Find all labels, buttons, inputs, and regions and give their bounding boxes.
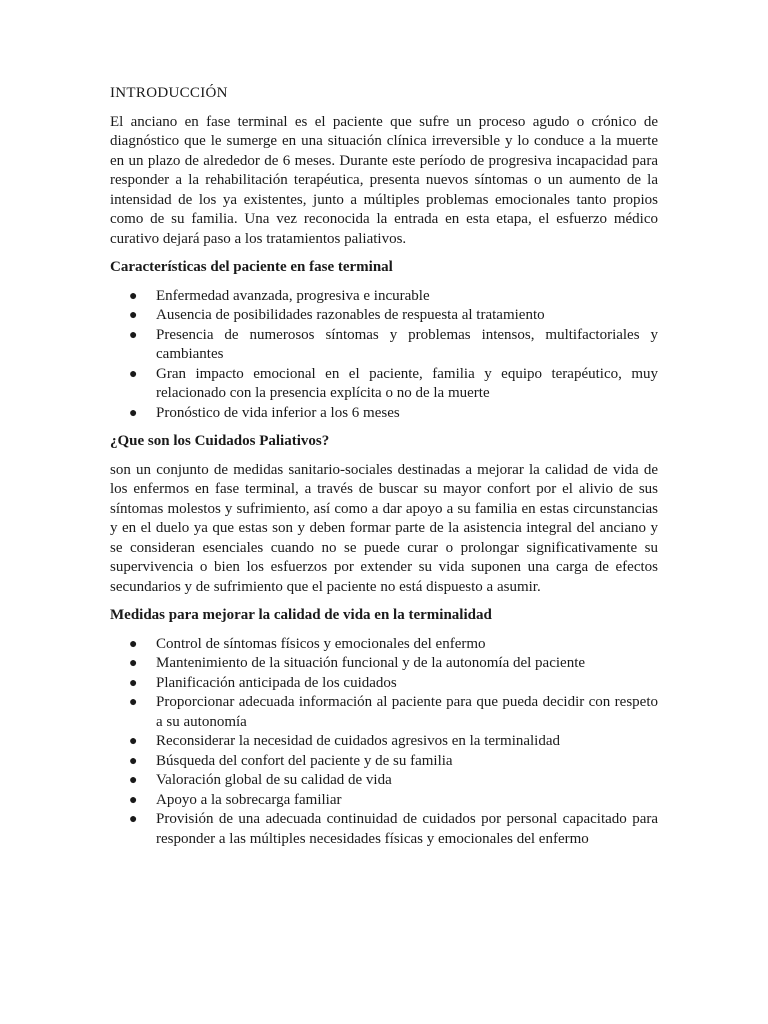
list-item <box>110 326 658 365</box>
bullet-icon: ● <box>129 753 138 769</box>
list-item <box>110 810 658 849</box>
list-item <box>110 635 658 655</box>
list-item <box>110 365 658 404</box>
list-item-text: Reconsiderar la necesidad de cuidados agresivos en la terminalidad <box>156 733 561 749</box>
list-item-text: Enfermedad avanzada, progresiva e incurable <box>156 287 430 304</box>
bullet-icon: ● <box>129 773 138 788</box>
list-item <box>110 654 658 674</box>
bullet-icon: ● <box>129 288 138 304</box>
list-item <box>110 791 658 811</box>
bullet-icon: ● <box>129 695 138 710</box>
list-item-text: Control de síntomas físicos y emocionales del enfermo <box>156 635 486 652</box>
intro-paragraph: El anciano en fase terminal es el paciente que sufre un proceso agudo o crónico de diagnóstico que le sumerge en una situación clínica irreversible y lo conduce a la muerte en un plazo de alrededor de 6 meses. Durante este período de progresiva incapacidad para responder a la rehabilitación terapéutica, presenta nuevos síntomas o un aumento de la intensidad de los ya existentes, junto a múltiples problemas emocionales tanto propios como de su familia. Una vez reconocida la entrada en esta etapa, el esfuerzo médico curativo dejará paso a los tratamientos paliativos. <box>110 113 658 247</box>
bullet-icon: ● <box>129 792 138 808</box>
list-item-text: Gran impacto emocional en el paciente, familia y equipo terapéutico, muy relacionado con la presencia explícita o no de la muerte <box>156 365 658 401</box>
list-item-text: Presencia de numerosos síntomas y problemas intensos, multifactoriales y cambiantes <box>156 326 658 362</box>
bullet-icon: ● <box>129 405 138 421</box>
list-item <box>110 404 658 424</box>
list-item <box>110 771 658 791</box>
list-item-text: Valoración global de su calidad de vida <box>156 772 392 788</box>
bullet-icon: ● <box>129 675 138 691</box>
list-item <box>110 732 658 752</box>
bullet-icon: ● <box>129 308 138 323</box>
bullet-icon: ● <box>129 327 138 343</box>
list-item-text: Pronóstico de vida inferior a los 6 meses <box>156 404 400 421</box>
list-item <box>110 287 658 307</box>
list-item <box>110 693 658 732</box>
document-page <box>110 84 658 858</box>
list-item-text: Mantenimiento de la situación funcional y de la autonomía del paciente <box>156 655 586 671</box>
cuidados-heading: ¿Que son los Cuidados Paliativos? <box>110 433 330 449</box>
bullet-icon: ● <box>129 812 138 827</box>
list-item <box>110 752 658 772</box>
list-item-text: Apoyo a la sobrecarga familiar <box>156 791 342 808</box>
list-item <box>110 674 658 694</box>
bullet-icon: ● <box>129 366 138 382</box>
intro-heading: INTRODUCCIÓN <box>110 85 228 101</box>
bullet-icon: ● <box>129 636 138 652</box>
caracteristicas-heading: Características del paciente en fase terminal <box>110 259 393 275</box>
medidas-heading: Medidas para mejorar la calidad de vida en la terminalidad <box>110 607 492 623</box>
list-item-text: Proporcionar adecuada información al paciente para que pueda decidir con respeto a su autonomía <box>156 694 658 730</box>
caracteristicas-list <box>110 287 658 424</box>
list-item-text: Provisión de una adecuada continuidad de cuidados por personal capacitado para responder a las múltiples necesidades físicas y emocionales del enfermo <box>156 811 658 847</box>
bullet-icon: ● <box>129 734 138 749</box>
list-item-text: Planificación anticipada de los cuidados <box>156 674 397 691</box>
list-item <box>110 306 658 326</box>
medidas-list <box>110 635 658 850</box>
bullet-icon: ● <box>129 656 138 671</box>
list-item-text: Ausencia de posibilidades razonables de respuesta al tratamiento <box>156 307 545 323</box>
cuidados-paragraph: son un conjunto de medidas sanitario-sociales destinadas a mejorar la calidad de vida de los enfermos en fase terminal, a través de buscar su mayor confort por el alivio de sus síntomas molestos y sufrimiento, así como a dar apoyo a su familia en estas circunstancias y en el duelo ya que estas son y deben formar parte de la asistencia integral del anciano y se consideran esenciales cuando no se puede curar o prolongar significativamente su supervivencia o bien los esfuerzos por extender su vida suponen una carga de efectos secundarios y de sufrimiento que el paciente no está dispuesto a asumir. <box>110 461 658 595</box>
list-item-text: Búsqueda del confort del paciente y de su familia <box>156 752 453 769</box>
